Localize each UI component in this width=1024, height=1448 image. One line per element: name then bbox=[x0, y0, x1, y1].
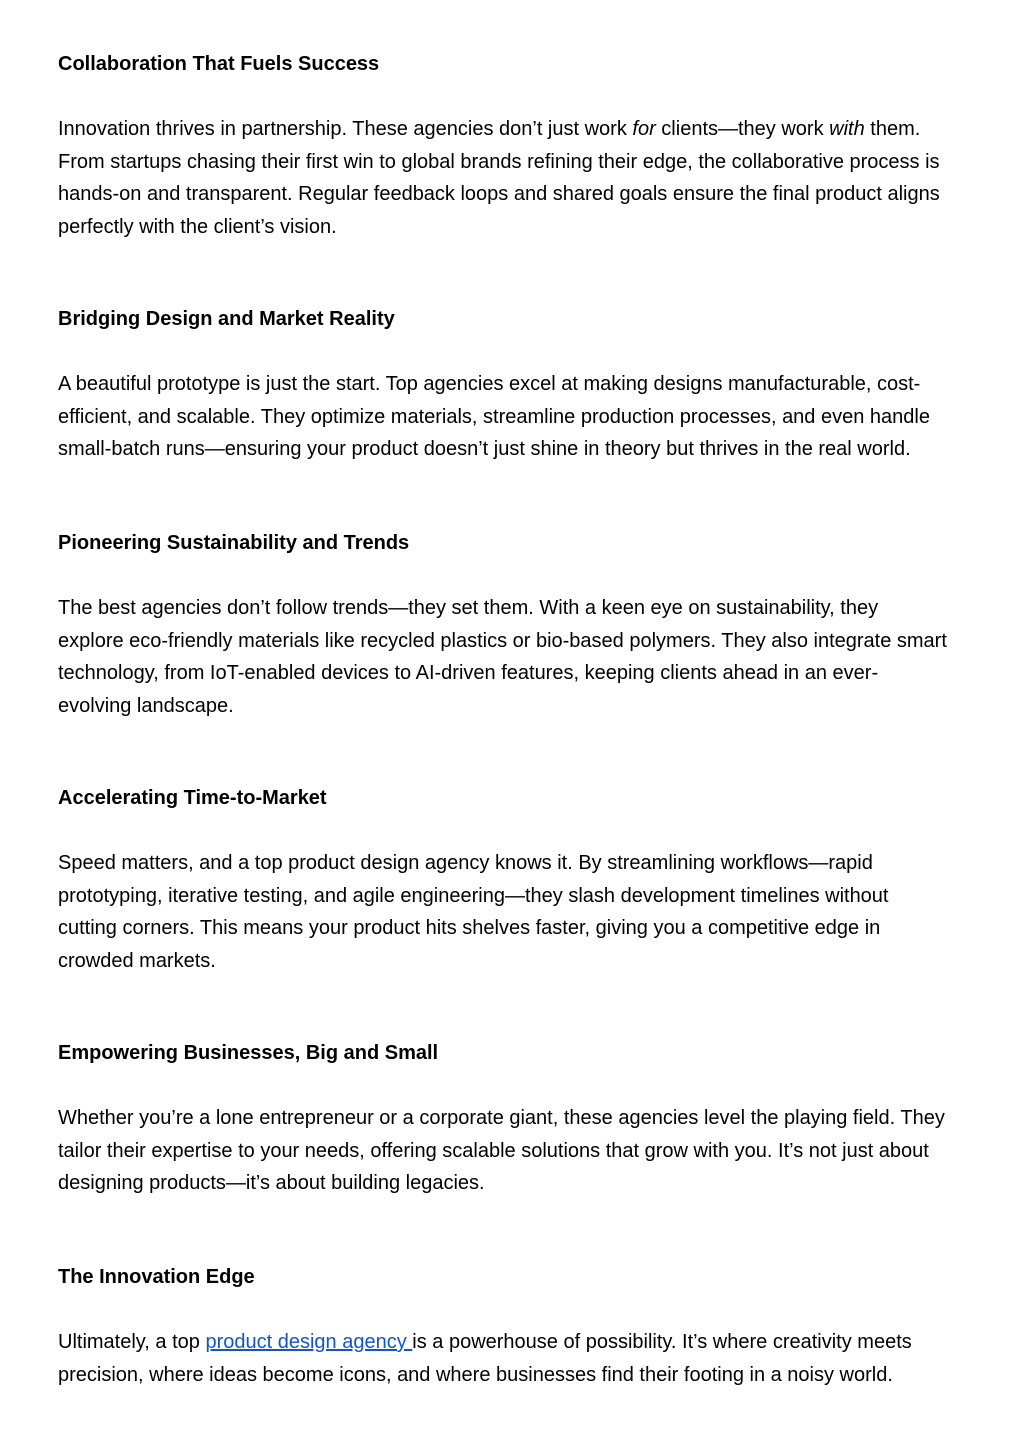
product-design-agency-link[interactable]: product design agency bbox=[205, 1331, 413, 1353]
section-paragraph bbox=[58, 1326, 978, 1391]
paragraph-line: evolving landscape. bbox=[58, 694, 234, 717]
emphasis-text: for bbox=[632, 118, 656, 140]
section-heading: Bridging Design and Market Reality bbox=[58, 308, 395, 330]
section-paragraph bbox=[58, 113, 978, 243]
section-sustainability bbox=[58, 531, 978, 722]
section-bridging-design bbox=[58, 307, 978, 466]
paragraph-line: Whether you’re a lone entrepreneur or a corporate giant, these agencies level the playing field. They bbox=[58, 1107, 945, 1129]
text-run: is a powerhouse of possibility. It’s where creativity meets bbox=[412, 1331, 912, 1353]
paragraph-line: Speed matters, and a top product design agency knows it. By streamlining workflows—rapid bbox=[58, 852, 873, 874]
paragraph-line: precision, where ideas become icons, and where businesses find their footing in a noisy world. bbox=[58, 1363, 893, 1386]
paragraph-line: The best agencies don’t follow trends—they set them. With a keen eye on sustainability, they bbox=[58, 597, 879, 619]
emphasis-text: with bbox=[829, 118, 865, 140]
paragraph-line: efficient, and scalable. They optimize materials, streamline production processes, and even handle bbox=[58, 405, 930, 428]
section-paragraph bbox=[58, 847, 978, 977]
paragraph-line: perfectly with the client’s vision. bbox=[58, 215, 337, 238]
paragraph-line: prototyping, iterative testing, and agile engineering—they slash development timelines without bbox=[58, 884, 889, 907]
paragraph-line: hands-on and transparent. Regular feedback loops and shared goals ensure the final product aligns bbox=[58, 183, 940, 205]
section-time-to-market bbox=[58, 786, 978, 977]
paragraph-line bbox=[58, 113, 978, 146]
text-run: Ultimately, a top bbox=[58, 1331, 206, 1353]
section-innovation-edge bbox=[58, 1265, 978, 1391]
paragraph-line: From startups chasing their first win to global brands refining their edge, the collaborative process is bbox=[58, 150, 940, 173]
section-heading: Collaboration That Fuels Success bbox=[58, 53, 380, 75]
paragraph-line: small-batch runs—ensuring your product doesn’t just shine in theory but thrives in the real world. bbox=[58, 438, 911, 460]
section-paragraph bbox=[58, 592, 978, 722]
paragraph-line: explore eco-friendly materials like recycled plastics or bio-based polymers. They also integrate smart bbox=[58, 629, 947, 652]
paragraph-line bbox=[58, 1326, 978, 1359]
paragraph-line: cutting corners. This means your product hits shelves faster, giving you a competitive edge in bbox=[58, 917, 881, 939]
section-paragraph bbox=[58, 1102, 978, 1200]
section-empowering-businesses bbox=[58, 1041, 978, 1200]
paragraph-line: A beautiful prototype is just the start. Top agencies excel at making designs manufacturable, cost- bbox=[58, 373, 921, 395]
paragraph-line: technology, from IoT-enabled devices to AI-driven features, keeping clients ahead in an ever- bbox=[58, 662, 879, 684]
section-heading: Accelerating Time-to-Market bbox=[58, 787, 327, 809]
paragraph-line: designing products—it’s about building legacies. bbox=[58, 1172, 485, 1194]
paragraph-line: crowded markets. bbox=[58, 949, 216, 972]
section-heading: The Innovation Edge bbox=[58, 1266, 255, 1288]
section-collaboration bbox=[58, 52, 978, 243]
text-run: Innovation thrives in partnership. These agencies don’t just work bbox=[58, 118, 633, 140]
section-heading: Pioneering Sustainability and Trends bbox=[58, 532, 410, 554]
text-run: clients—they work bbox=[655, 118, 830, 140]
section-paragraph bbox=[58, 368, 978, 466]
paragraph-line: tailor their expertise to your needs, offering scalable solutions that grow with you. It’s not just about bbox=[58, 1139, 929, 1162]
section-heading: Empowering Businesses, Big and Small bbox=[58, 1042, 439, 1064]
text-run: them. bbox=[864, 118, 921, 140]
